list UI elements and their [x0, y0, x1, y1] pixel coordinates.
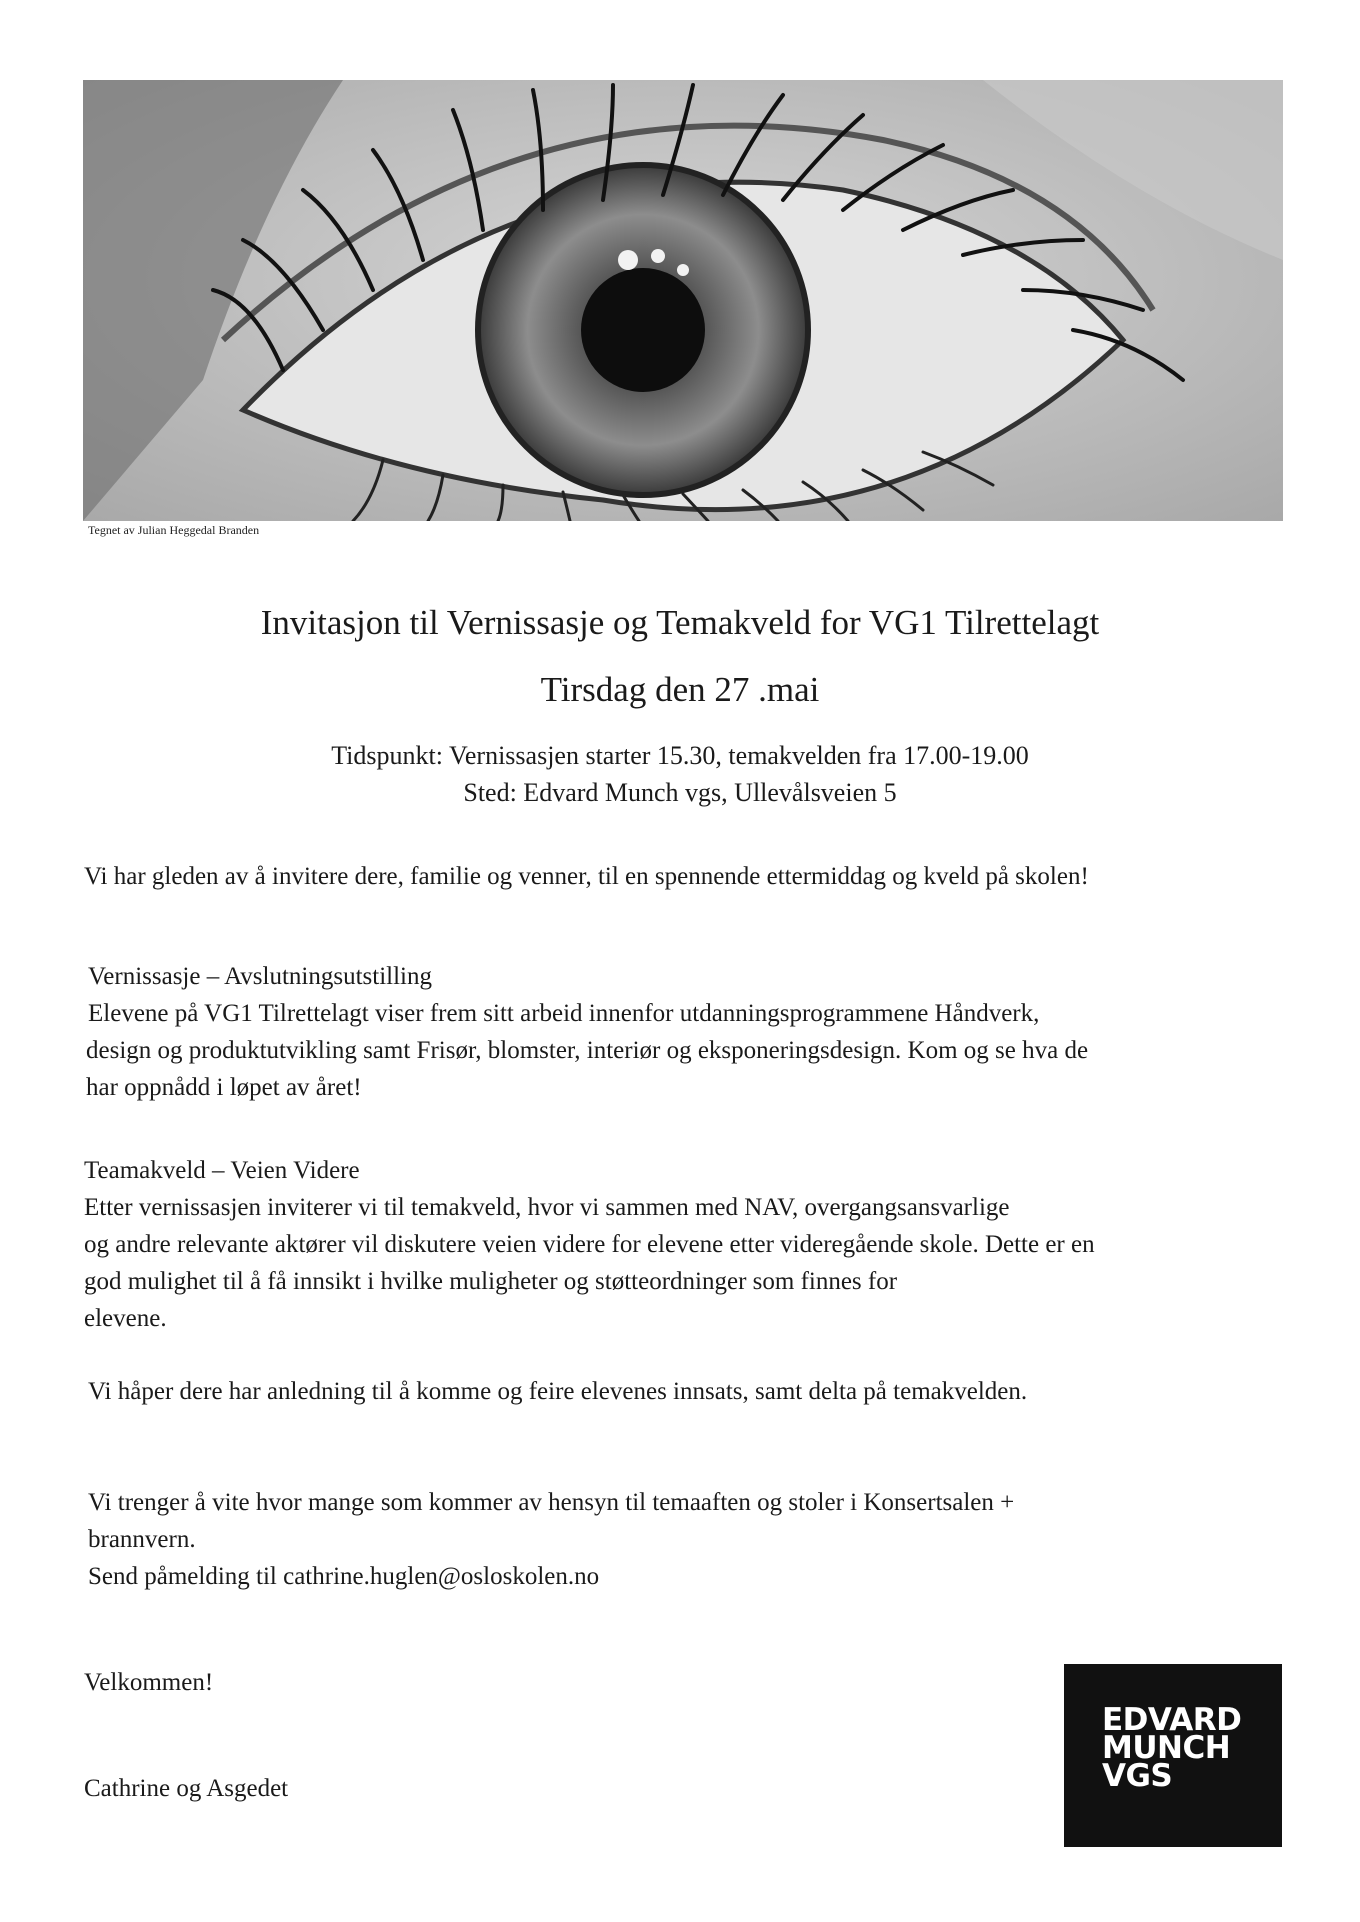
registration-line: Vi trenger å vite hvor mange som kommer av hensyn til temaaften og stoler i Konsertsalen +	[88, 1489, 1015, 1516]
signature-text: Cathrine og Asgedet	[84, 1775, 289, 1802]
invitation-title: Invitasjon til Vernissasje og Temakveld for VG1 Tilrettelagt	[260, 603, 1100, 642]
section-line: god mulighet til å få innsikt i hvilke muligheter og støtteordninger som finnes for	[84, 1268, 898, 1295]
section-heading: Vernissasje – Avslutningsutstilling	[88, 963, 432, 990]
section-line: og andre relevante aktører vil diskutere veien videre for elevene etter videregående skole. Dette er en	[84, 1231, 1095, 1258]
logo-line: VGS	[1102, 1758, 1173, 1794]
eye-drawing-image	[83, 80, 1283, 521]
welcome-text: Velkommen!	[84, 1669, 214, 1696]
event-date: Tirsdag den 27 .mai	[540, 670, 820, 709]
image-caption: Tegnet av Julian Heggedal Branden	[88, 523, 260, 537]
section-line: elevene.	[84, 1305, 167, 1332]
event-details	[0, 737, 1360, 811]
registration-email-line: Send påmelding til cathrine.huglen@osloskolen.no	[88, 1563, 600, 1590]
section-vernissasje	[88, 958, 1088, 1106]
section-line: Etter vernissasjen inviterer vi til temakveld, hvor vi sammen med NAV, overgangsansvarlige	[84, 1194, 1010, 1221]
event-time: Tidspunkt: Vernissasjen starter 15.30, temakvelden fra 17.00-19.00	[331, 741, 1029, 770]
logo-line: EDVARD	[1102, 1702, 1242, 1738]
eye-drawing-icon	[83, 80, 1283, 521]
school-logo	[1064, 1664, 1282, 1847]
registration-block	[88, 1484, 1014, 1595]
section-line: design og produktutvikling samt Frisør, blomster, interiør og eksponeringsdesign. Kom og se hva de	[86, 1037, 1089, 1064]
section-heading: Teamakveld – Veien Videre	[84, 1157, 360, 1184]
intro-text: Vi har gleden av å invitere dere, familie og venner, til en spennende ettermiddag og kveld på skolen!	[84, 863, 1089, 890]
closing-text: Vi håper dere har anledning til å komme og feire elevenes innsats, samt delta på temakvelden.	[88, 1378, 1028, 1405]
event-place: Sted: Edvard Munch vgs, Ullevålsveien 5	[463, 778, 897, 807]
logo-line: MUNCH	[1102, 1730, 1231, 1766]
registration-line: brannvern.	[88, 1526, 196, 1553]
section-line: Elevene på VG1 Tilrettelagt viser frem sitt arbeid innenfor utdanningsprogrammene Håndverk,	[88, 1000, 1040, 1027]
section-temakveld	[84, 1152, 1095, 1337]
section-line: har oppnådd i løpet av året!	[86, 1074, 362, 1101]
